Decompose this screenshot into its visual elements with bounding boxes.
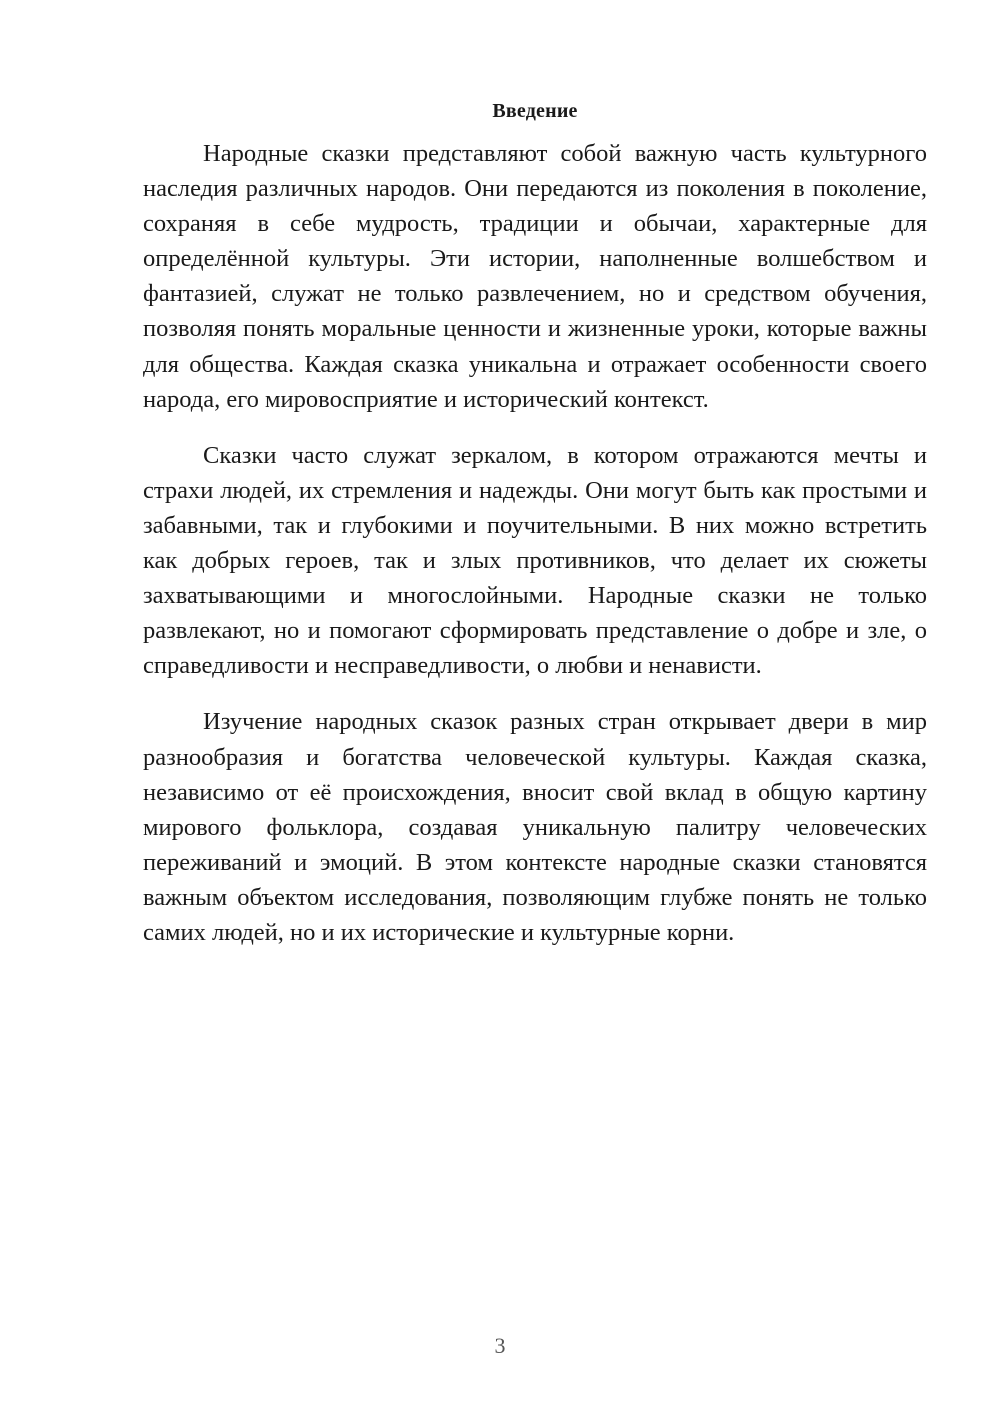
- paragraph-2: Сказки часто служат зеркалом, в котором отражаются мечты и страхи людей, их стремления и надежды. Они могут быть как простыми и забавными, так и глубокими и поучительными. В них можно встретить как добрых героев, так и злых противников, что делает их сюжеты захватывающими и многослойными. Народные сказки не только развлекают, но и помогают сформировать представление о добре и зле, о справедливости и несправедливости, о любви и ненависти.: [143, 441, 927, 680]
- paragraph-1: Народные сказки представляют собой важную часть культурного наследия различных народов. Они передаются из поколения в поколение, сохраняя в себе мудрость, традиции и обычаи, характерные для определённой культуры. Эти истории, наполненные волшебством и фантазией, служат не только развлечением, но и средством обучения, позволяя понять моральные ценности и жизненные уроки, которые важны для общества. Каждая сказка уникальна и отражает особенности своего народа, его мировосприятие и исторический контекст.: [143, 140, 927, 413]
- paragraph-3: Изучение народных сказок разных стран открывает двери в мир разнообразия и богатства человеческой культуры. Каждая сказка, независимо от её происхождения, вносит свой вклад в общую картину мирового фольклора, создавая уникальную палитру человеческих переживаний и эмоций. В этом контексте народные сказки становятся важным объектом исследования, позволяющим глубже понять не только самих людей, но и их исторические и культурные корни.: [143, 708, 927, 946]
- page-number: 3: [494, 1333, 506, 1358]
- page-content: [143, 96, 927, 950]
- page-title: Введение: [492, 100, 578, 122]
